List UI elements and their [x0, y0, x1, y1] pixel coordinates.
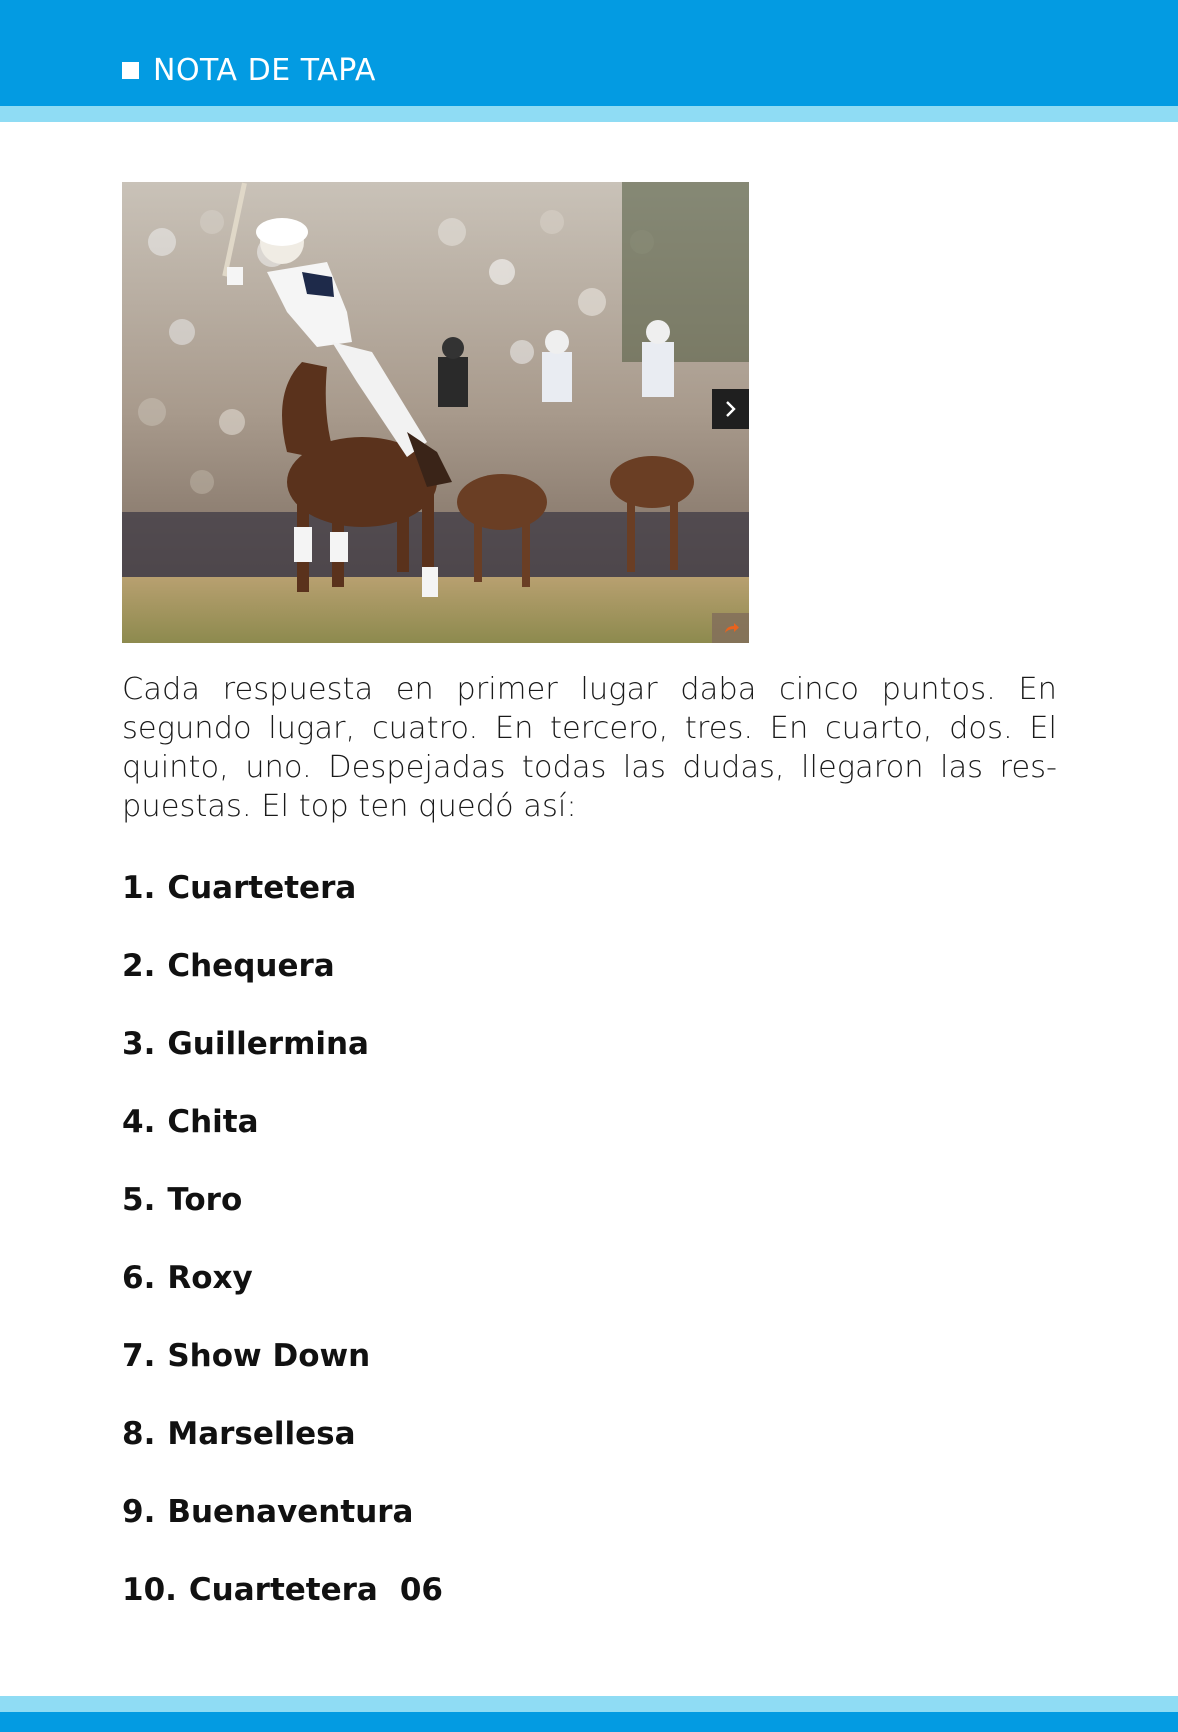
section-label-text: NOTA DE TAPA	[153, 52, 376, 88]
rank-number: 1.	[122, 870, 156, 906]
square-bullet-icon	[122, 62, 139, 79]
polo-photo	[122, 182, 749, 643]
list-item	[122, 1565, 443, 1643]
next-image-button[interactable]	[712, 389, 749, 429]
share-button[interactable]	[712, 613, 749, 643]
section-label	[122, 50, 376, 90]
rank-number: 2.	[122, 948, 156, 984]
rank-name: Show Down	[167, 1338, 371, 1374]
rank-name: Chequera	[167, 948, 335, 984]
rank-name: Cuartetera	[167, 870, 357, 906]
header-stripe	[0, 106, 1178, 122]
list-item	[122, 1019, 443, 1097]
rank-number: 10.	[122, 1572, 177, 1608]
rank-name: Chita	[167, 1104, 259, 1140]
top-ten-list	[122, 863, 443, 1643]
list-item	[122, 1409, 443, 1487]
rank-name: Roxy	[167, 1260, 253, 1296]
rank-name: Cuartetera	[188, 1572, 378, 1608]
rank-number: 4.	[122, 1104, 156, 1140]
article-paragraph: Cada respuesta en primer lugar daba cinco puntos. En segundo lugar, cuatro. En tercero, tres. En cuarto, dos. El quinto, uno. Despejadas todas las dudas, llegaron las res-puestas. El top ten quedó así:	[122, 672, 1057, 824]
polo-photo-illustration	[122, 182, 749, 643]
footer-bar	[0, 1712, 1178, 1732]
rank-name: Guillermina	[167, 1026, 369, 1062]
rank-number: 9.	[122, 1494, 156, 1530]
page-number: 06	[399, 1572, 443, 1608]
rank-name: Marsellesa	[167, 1416, 356, 1452]
list-item	[122, 1331, 443, 1409]
rank-name: Toro	[167, 1182, 243, 1218]
list-item	[122, 941, 443, 1019]
rank-number: 3.	[122, 1026, 156, 1062]
rank-number: 7.	[122, 1338, 156, 1374]
rank-name: Buenaventura	[167, 1494, 414, 1530]
list-item	[122, 1097, 443, 1175]
list-item	[122, 1175, 443, 1253]
list-item	[122, 1253, 443, 1331]
list-item	[122, 863, 443, 941]
chevron-right-icon	[723, 399, 739, 419]
list-item	[122, 1487, 443, 1565]
rank-number: 8.	[122, 1416, 156, 1452]
rank-number: 5.	[122, 1182, 156, 1218]
rank-number: 6.	[122, 1260, 156, 1296]
footer-stripe	[0, 1696, 1178, 1712]
share-arrow-icon	[722, 621, 740, 635]
